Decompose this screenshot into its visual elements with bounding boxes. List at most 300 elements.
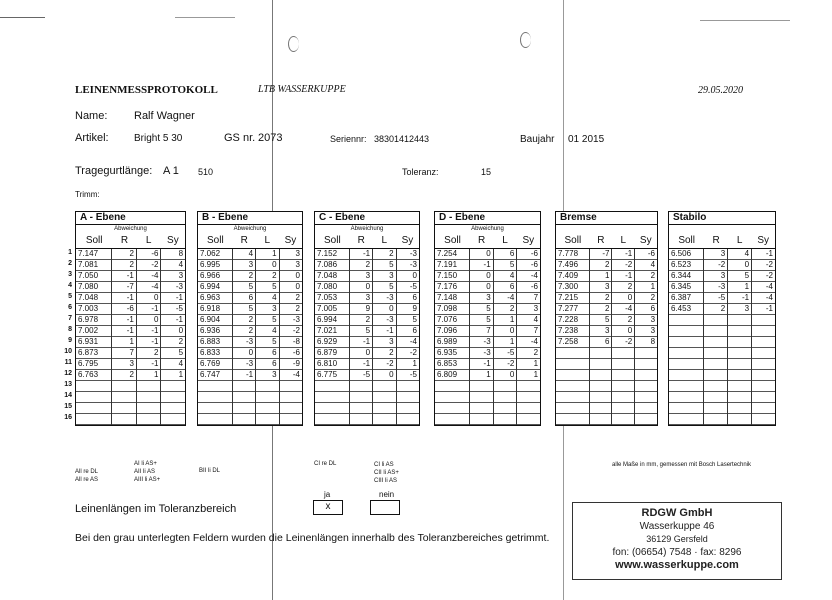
table-cell: 6 bbox=[635, 304, 657, 315]
table-cell: -3 bbox=[373, 293, 395, 304]
table-title: D - Ebene bbox=[435, 212, 540, 225]
table-stabilo bbox=[668, 211, 776, 426]
gs-value: 2073 bbox=[258, 132, 283, 144]
table-cell bbox=[198, 414, 232, 425]
table-cell: 0 bbox=[470, 271, 493, 282]
table-title: A - Ebene bbox=[76, 212, 185, 225]
table-cell: 7 bbox=[470, 326, 493, 337]
table-cell bbox=[669, 359, 703, 370]
table-cell: -1 bbox=[470, 359, 493, 370]
table-bremse bbox=[555, 211, 658, 426]
table-c-ebene bbox=[314, 211, 420, 426]
table-cell: 6 bbox=[397, 326, 419, 337]
table-cell: 7.002 bbox=[76, 326, 111, 337]
table-cell: 7.098 bbox=[435, 304, 469, 315]
table-cell bbox=[590, 414, 612, 425]
table-cell bbox=[669, 326, 703, 337]
table-cell bbox=[315, 414, 349, 425]
table-cell: 3 bbox=[280, 249, 302, 260]
table-cell: 5 bbox=[233, 304, 255, 315]
table-cell bbox=[590, 348, 612, 359]
serial-label: Seriennr: bbox=[330, 134, 367, 144]
table-cell bbox=[556, 381, 589, 392]
table-cell: 6.853 bbox=[435, 359, 469, 370]
row-number: 1 bbox=[68, 249, 72, 256]
table-header bbox=[669, 234, 775, 249]
table-cell bbox=[161, 414, 185, 425]
table-cell: -3 bbox=[161, 282, 185, 293]
table-cell: 3 bbox=[256, 304, 278, 315]
table-cell: 6.506 bbox=[669, 249, 703, 260]
table-cell bbox=[517, 403, 540, 414]
table-cell: 3 bbox=[350, 271, 372, 282]
column-header: L bbox=[264, 235, 271, 246]
table-body bbox=[315, 249, 419, 425]
toleranz-section-label: Leinenlängen im Toleranzbereich bbox=[75, 503, 237, 515]
table-cell bbox=[315, 403, 349, 414]
table-cell bbox=[470, 392, 493, 403]
table-cell: -1 bbox=[161, 315, 185, 326]
table-cell: -4 bbox=[280, 370, 302, 381]
table-cell bbox=[752, 414, 775, 425]
column-header: L bbox=[502, 235, 508, 246]
table-cell: 6.931 bbox=[76, 337, 111, 348]
footnote-a-left: All re DL All re AS bbox=[75, 469, 99, 483]
table-cell: 4 bbox=[233, 249, 255, 260]
table-subtitle bbox=[669, 225, 775, 234]
table-cell bbox=[635, 414, 657, 425]
column-header: R bbox=[597, 235, 605, 246]
table-subtitle: Abweichung bbox=[350, 226, 384, 232]
table-cell: 6.978 bbox=[76, 315, 111, 326]
table-cell: 5 bbox=[728, 271, 751, 282]
table-cell: -1 bbox=[112, 315, 136, 326]
table-cell: 3 bbox=[161, 271, 185, 282]
table-cell: 2 bbox=[612, 282, 634, 293]
table-cell: -5 bbox=[161, 304, 185, 315]
table-cell: 0 bbox=[280, 271, 302, 282]
table-cell: 7.238 bbox=[556, 326, 589, 337]
table-cell: 7.080 bbox=[76, 282, 111, 293]
table-cell bbox=[76, 381, 111, 392]
trimm-note: Bei den grau unterlegten Feldern wurden die Leinenlängen innerhalb des Toleranzbereiches getrimmt. bbox=[75, 532, 550, 544]
table-cell: 2 bbox=[256, 271, 278, 282]
table-cell bbox=[137, 403, 161, 414]
table-cell: 2 bbox=[137, 348, 161, 359]
table-cell: -3 bbox=[233, 337, 255, 348]
table-header bbox=[315, 234, 419, 249]
row-number: 9 bbox=[68, 337, 72, 344]
table-cell: 0 bbox=[373, 370, 395, 381]
table-cell: -4 bbox=[517, 337, 540, 348]
footnote-c-right: CI li AS CII li AS+ CIII li AS bbox=[374, 462, 399, 484]
table-cell bbox=[704, 326, 727, 337]
table-cell: 6.989 bbox=[435, 337, 469, 348]
table-cell: -4 bbox=[517, 271, 540, 282]
row-number: 4 bbox=[68, 282, 72, 289]
footnote-a-right: AI li AS+ AII li AS AIII li AS+ bbox=[134, 461, 161, 483]
table-cell: 6.345 bbox=[669, 282, 703, 293]
table-cell bbox=[76, 392, 111, 403]
table-cell: -5 bbox=[397, 282, 419, 293]
table-cell: 2 bbox=[517, 348, 540, 359]
table-cell bbox=[494, 414, 517, 425]
table-cell: -7 bbox=[112, 282, 136, 293]
row-number: 11 bbox=[64, 359, 72, 366]
table-cell: 6.994 bbox=[315, 315, 349, 326]
table-cell: -1 bbox=[752, 304, 775, 315]
table-cell: 2 bbox=[373, 348, 395, 359]
table-cell: -6 bbox=[137, 249, 161, 260]
table-cell bbox=[612, 403, 634, 414]
table-cell: 6.747 bbox=[198, 370, 232, 381]
table-d-ebene bbox=[434, 211, 541, 426]
row-number: 3 bbox=[68, 271, 72, 278]
table-cell bbox=[198, 381, 232, 392]
table-cell: 9 bbox=[397, 304, 419, 315]
table-cell: -1 bbox=[612, 271, 634, 282]
table-cell: 7.496 bbox=[556, 260, 589, 271]
table-cell: 5 bbox=[470, 304, 493, 315]
table-cell: 7.176 bbox=[435, 282, 469, 293]
table-cell bbox=[704, 392, 727, 403]
table-body bbox=[76, 249, 185, 425]
table-cell: 6 bbox=[256, 348, 278, 359]
table-cell bbox=[397, 381, 419, 392]
table-cell: 6.795 bbox=[76, 359, 111, 370]
table-cell bbox=[494, 381, 517, 392]
table-cell bbox=[590, 392, 612, 403]
table-cell: -2 bbox=[137, 260, 161, 271]
table-cell bbox=[280, 403, 302, 414]
table-cell: -2 bbox=[752, 271, 775, 282]
document-title: LEINENMESSPROTOKOLL bbox=[75, 84, 218, 96]
table-cell: 6 bbox=[494, 282, 517, 293]
table-subtitle: Abweichung bbox=[114, 226, 147, 232]
table-cell bbox=[669, 392, 703, 403]
row-number: 16 bbox=[64, 414, 72, 421]
table-body bbox=[435, 249, 540, 425]
table-cell: 2 bbox=[112, 370, 136, 381]
table-cell bbox=[470, 403, 493, 414]
table-cell bbox=[494, 392, 517, 403]
table-cell bbox=[233, 381, 255, 392]
table-cell: -4 bbox=[494, 293, 517, 304]
table-cell: 5 bbox=[161, 348, 185, 359]
column-header: Sy bbox=[167, 235, 179, 246]
table-cell: 6.810 bbox=[315, 359, 349, 370]
table-cell: 3 bbox=[112, 359, 136, 370]
table-cell: 7 bbox=[517, 293, 540, 304]
table-cell bbox=[435, 392, 469, 403]
table-cell: 1 bbox=[590, 271, 612, 282]
gs-label: GS nr. bbox=[224, 132, 256, 144]
table-cell bbox=[556, 414, 589, 425]
table-cell: 0 bbox=[161, 326, 185, 337]
table-cell: -1 bbox=[112, 326, 136, 337]
table-cell: 2 bbox=[233, 315, 255, 326]
table-cell: 1 bbox=[256, 249, 278, 260]
table-cell: 6.935 bbox=[435, 348, 469, 359]
table-cell: 3 bbox=[517, 304, 540, 315]
table-cell: -1 bbox=[137, 337, 161, 348]
table-cell: 7.086 bbox=[315, 260, 349, 271]
table-cell: -1 bbox=[137, 326, 161, 337]
table-cell: -6 bbox=[517, 260, 540, 271]
tragegurt-a: A 1 bbox=[163, 165, 179, 177]
table-cell: 3 bbox=[233, 260, 255, 271]
table-title: Bremse bbox=[556, 212, 657, 225]
name-value: Ralf Wagner bbox=[134, 110, 195, 122]
table-cell bbox=[669, 348, 703, 359]
punch-hole-mark bbox=[288, 36, 299, 52]
table-header bbox=[556, 234, 657, 249]
table-cell: -2 bbox=[612, 337, 634, 348]
table-cell bbox=[350, 403, 372, 414]
table-cell: 0 bbox=[470, 282, 493, 293]
table-cell bbox=[612, 359, 634, 370]
table-cell bbox=[373, 381, 395, 392]
table-cell bbox=[635, 381, 657, 392]
table-cell: 6.929 bbox=[315, 337, 349, 348]
column-header: Soll bbox=[206, 235, 224, 246]
footnote-c-left: CI re DL bbox=[314, 461, 337, 467]
table-cell bbox=[704, 348, 727, 359]
table-cell: 1 bbox=[635, 282, 657, 293]
table-cell: 0 bbox=[350, 348, 372, 359]
table-cell: 7.254 bbox=[435, 249, 469, 260]
table-cell: 6.833 bbox=[198, 348, 232, 359]
document-date: 29.05.2020 bbox=[698, 85, 743, 96]
baujahr-value: 01 2015 bbox=[568, 134, 605, 145]
table-cell: -1 bbox=[350, 337, 372, 348]
table-cell: 7.021 bbox=[315, 326, 349, 337]
table-cell: -1 bbox=[161, 293, 185, 304]
table-body bbox=[198, 249, 302, 425]
table-cell bbox=[517, 414, 540, 425]
table-cell: 3 bbox=[373, 337, 395, 348]
nein-checkbox[interactable] bbox=[370, 500, 400, 515]
row-number: 14 bbox=[64, 392, 72, 399]
table-cell bbox=[256, 403, 278, 414]
table-cell bbox=[728, 381, 751, 392]
column-header: Sy bbox=[522, 235, 535, 246]
table-cell: 3 bbox=[373, 271, 395, 282]
table-cell: -1 bbox=[612, 249, 634, 260]
table-cell bbox=[233, 392, 255, 403]
table-cell bbox=[704, 315, 727, 326]
table-cell bbox=[350, 381, 372, 392]
table-cell: -1 bbox=[728, 293, 751, 304]
table-cell: 2 bbox=[590, 293, 612, 304]
table-cell bbox=[350, 392, 372, 403]
table-cell: 2 bbox=[373, 249, 395, 260]
table-cell bbox=[612, 370, 634, 381]
table-cell bbox=[612, 348, 634, 359]
table-cell: 0 bbox=[280, 282, 302, 293]
table-cell bbox=[373, 392, 395, 403]
table-cell: 6.879 bbox=[315, 348, 349, 359]
table-cell bbox=[752, 370, 775, 381]
table-cell bbox=[198, 392, 232, 403]
table-cell: 3 bbox=[350, 293, 372, 304]
table-body bbox=[556, 249, 657, 425]
table-cell bbox=[315, 392, 349, 403]
table-cell bbox=[752, 348, 775, 359]
table-header bbox=[76, 234, 185, 249]
table-cell bbox=[669, 370, 703, 381]
table-cell bbox=[590, 359, 612, 370]
table-cell: -4 bbox=[397, 337, 419, 348]
table-cell: 7.147 bbox=[76, 249, 111, 260]
table-cell: 2 bbox=[280, 304, 302, 315]
table-cell bbox=[435, 403, 469, 414]
table-cell: 4 bbox=[161, 260, 185, 271]
table-cell: -4 bbox=[137, 271, 161, 282]
table-cell: 3 bbox=[704, 271, 727, 282]
table-cell: 3 bbox=[728, 304, 751, 315]
table-cell: -3 bbox=[233, 359, 255, 370]
row-number: 6 bbox=[68, 304, 72, 311]
table-cell bbox=[76, 403, 111, 414]
table-cell: 6.994 bbox=[198, 282, 232, 293]
table-cell: 2 bbox=[233, 271, 255, 282]
table-cell bbox=[752, 403, 775, 414]
table-cell bbox=[233, 414, 255, 425]
table-cell bbox=[669, 414, 703, 425]
table-cell: 7.258 bbox=[556, 337, 589, 348]
table-cell: 5 bbox=[494, 260, 517, 271]
table-cell: -2 bbox=[704, 260, 727, 271]
table-cell: 2 bbox=[112, 249, 136, 260]
table-cell bbox=[161, 403, 185, 414]
table-cell: 7.096 bbox=[435, 326, 469, 337]
table-cell: -2 bbox=[494, 359, 517, 370]
table-cell: 7.053 bbox=[315, 293, 349, 304]
table-cell: 0 bbox=[350, 282, 372, 293]
table-subtitle: Abweichung bbox=[471, 226, 504, 232]
table-cell: -3 bbox=[470, 348, 493, 359]
table-cell bbox=[704, 403, 727, 414]
table-cell: 5 bbox=[256, 337, 278, 348]
table-cell: 3 bbox=[590, 326, 612, 337]
column-header: Sy bbox=[639, 235, 652, 246]
table-cell bbox=[669, 315, 703, 326]
table-cell: -3 bbox=[397, 260, 419, 271]
table-cell: 4 bbox=[517, 315, 540, 326]
table-cell: 4 bbox=[494, 271, 517, 282]
table-cell: 7.062 bbox=[198, 249, 232, 260]
table-cell: -6 bbox=[635, 249, 657, 260]
table-cell: 0 bbox=[612, 326, 634, 337]
table-cell: -3 bbox=[373, 315, 395, 326]
table-cell bbox=[280, 392, 302, 403]
table-cell: 0 bbox=[137, 293, 161, 304]
table-cell bbox=[752, 359, 775, 370]
table-cell: 7.048 bbox=[76, 293, 111, 304]
table-cell bbox=[517, 381, 540, 392]
table-cell: 7.003 bbox=[76, 304, 111, 315]
table-cell: -1 bbox=[137, 304, 161, 315]
table-cell: 0 bbox=[397, 271, 419, 282]
table-cell bbox=[397, 414, 419, 425]
table-cell bbox=[137, 414, 161, 425]
table-cell: -5 bbox=[494, 348, 517, 359]
toleranz-label: Toleranz: bbox=[402, 167, 439, 177]
table-cell: 2 bbox=[635, 271, 657, 282]
table-cell bbox=[256, 392, 278, 403]
table-cell: 8 bbox=[635, 337, 657, 348]
table-cell bbox=[590, 403, 612, 414]
table-cell: 7.048 bbox=[315, 271, 349, 282]
table-cell: 6.763 bbox=[76, 370, 111, 381]
artikel-value: Bright 5 30 bbox=[134, 133, 183, 144]
table-cell bbox=[198, 403, 232, 414]
table-cell: 2 bbox=[494, 304, 517, 315]
table-cell bbox=[728, 403, 751, 414]
ja-checkbox[interactable] bbox=[313, 500, 343, 515]
table-cell bbox=[704, 370, 727, 381]
company-name: LTB WASSERKUPPE bbox=[258, 84, 346, 95]
table-cell bbox=[728, 348, 751, 359]
punch-hole-mark bbox=[520, 32, 531, 48]
table-cell bbox=[350, 414, 372, 425]
table-cell: 2 bbox=[350, 260, 372, 271]
table-cell: 0 bbox=[612, 293, 634, 304]
company-stamp: RDGW GmbH Wasserkuppe 46 36129 Gersfeld fon: (06654) 7548 · fax: 8296 www.wasserkuppe.com bbox=[572, 502, 782, 580]
table-cell: -4 bbox=[752, 282, 775, 293]
table-cell bbox=[556, 348, 589, 359]
table-cell: -3 bbox=[280, 315, 302, 326]
table-cell: -2 bbox=[397, 348, 419, 359]
column-header: Soll bbox=[678, 235, 695, 246]
table-cell: 6 bbox=[494, 249, 517, 260]
column-header: Sy bbox=[284, 235, 297, 246]
column-header: Soll bbox=[323, 235, 341, 246]
table-cell: 0 bbox=[233, 348, 255, 359]
table-cell: 9 bbox=[350, 304, 372, 315]
table-cell: 0 bbox=[256, 260, 278, 271]
table-cell bbox=[373, 414, 395, 425]
table-cell: -1 bbox=[112, 271, 136, 282]
table-cell bbox=[280, 414, 302, 425]
table-title: Stabilo bbox=[669, 212, 775, 225]
trimm-label: Trimm: bbox=[75, 190, 100, 199]
table-cell: 2 bbox=[350, 315, 372, 326]
table-cell: 6.769 bbox=[198, 359, 232, 370]
table-cell bbox=[137, 392, 161, 403]
table-cell: 7.300 bbox=[556, 282, 589, 293]
table-cell bbox=[752, 381, 775, 392]
table-cell: 1 bbox=[517, 370, 540, 381]
table-cell: 0 bbox=[373, 304, 395, 315]
column-header: R bbox=[478, 235, 486, 246]
table-cell bbox=[728, 370, 751, 381]
table-cell: -3 bbox=[397, 249, 419, 260]
row-number: 7 bbox=[68, 315, 72, 322]
column-header: L bbox=[736, 235, 743, 246]
table-cell: 7.148 bbox=[435, 293, 469, 304]
table-cell bbox=[517, 392, 540, 403]
row-number: 5 bbox=[68, 293, 72, 300]
table-cell bbox=[752, 392, 775, 403]
row-number: 12 bbox=[64, 370, 72, 377]
table-cell bbox=[280, 381, 302, 392]
table-cell: 1 bbox=[112, 337, 136, 348]
table-cell: 6.904 bbox=[198, 315, 232, 326]
table-cell: 5 bbox=[373, 282, 395, 293]
table-cell bbox=[635, 348, 657, 359]
